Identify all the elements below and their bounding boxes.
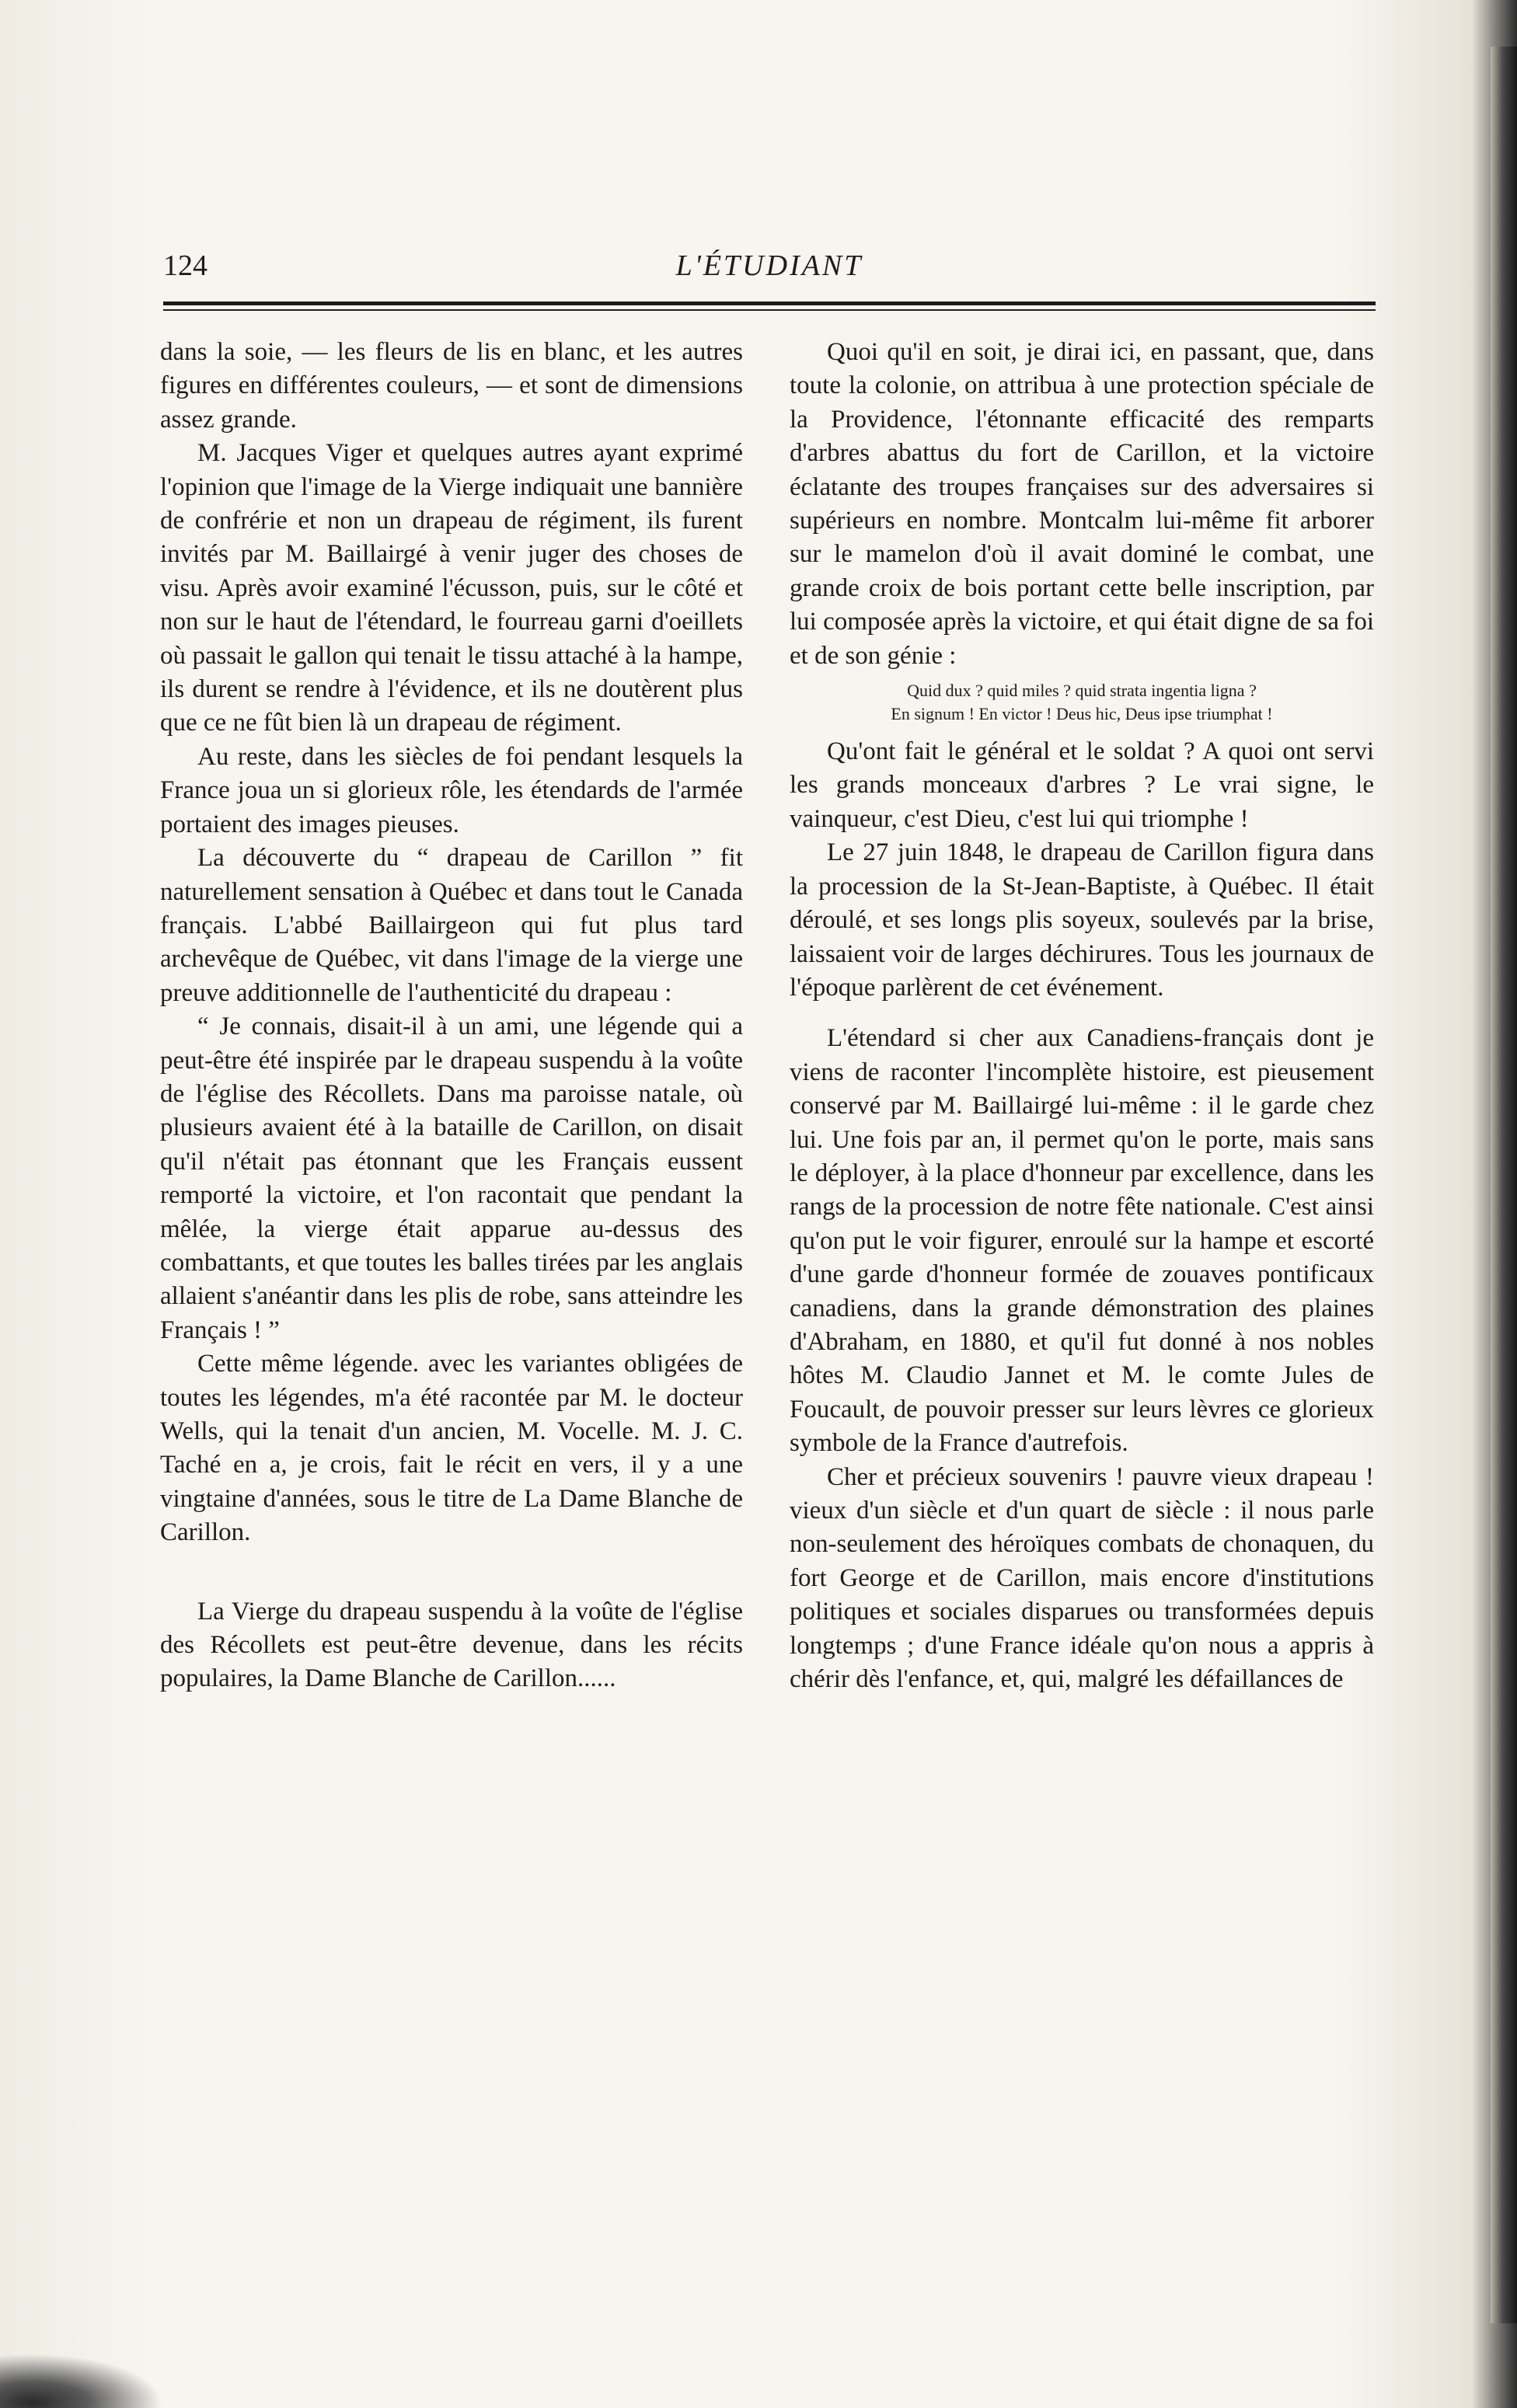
inscription-line: En signum ! En victor ! Deus hic, Deus ipse triumphat !	[891, 704, 1273, 724]
left-column	[160, 336, 743, 1696]
right-column	[790, 336, 1374, 1696]
page-number: 124	[163, 249, 207, 282]
latin-inscription	[790, 679, 1374, 726]
page-binding-shadow	[1491, 47, 1517, 2323]
section-gap	[160, 1550, 743, 1595]
header-rule-thin	[163, 309, 1376, 311]
header-rule-thick	[163, 301, 1376, 305]
paragraph: Le 27 juin 1848, le drapeau de Carillon figura dans la procession de la St-Jean-Baptiste, à Québec. Il était déroulé, et ses longs plis soyeux, soulevés par la brise, laissaient voir de larges déchirures. Tous les journaux de l'époque parlèrent de cet événement.	[790, 838, 1374, 1002]
section-gap	[790, 1005, 1374, 1022]
paragraph: Cette même légende. avec les variantes obligées de toutes les légendes, m'a été racontée par M. le docteur Wells, qui la tenait d'un ancien, M. Vocelle. M. J. C. Taché en a, je crois, fait le récit en vers, il y a une vingtaine d'années, sous le titre de La Dame Blanche de Carillon.	[160, 1350, 743, 1547]
inscription-line: Quid dux ? quid miles ? quid strata ingentia ligna ?	[907, 681, 1257, 701]
paragraph: Au reste, dans les siècles de foi pendant lesquels la France joua un si glorieux rôle, les étendards de l'armée portaient des images pieuses.	[160, 742, 743, 838]
paragraph: Cher et précieux souvenirs ! pauvre vieux drapeau ! vieux d'un siècle et d'un quart de siècle : il nous parle non-seulement des héroïques combats de chonaquen, du fort George et de Carillon, mais encore d'institutions politiques et sociales disparues ou transformées depuis longtemps ; d'une France idéale qu'on nous a appris à chérir dès l'enfance, et, qui, malgré les défaillances de	[790, 1462, 1374, 1694]
paragraph: dans la soie, — les fleurs de lis en blanc, et les autres figures en différentes couleurs, — et sont de dimensions assez grande.	[160, 338, 743, 434]
paragraph: Quoi qu'il en soit, je dirai ici, en passant, que, dans toute la colonie, on attribua à une protection spéciale de la Providence, l'étonnante efficacité des remparts d'arbres abattus du fort de Carillon, et la victoire éclatante des troupes françaises sur des adversaires si supérieurs en nombre. Montcalm lui-même fit arborer sur le mamelon d'où il avait dominé le combat, une grande croix de bois portant cette belle inscription, par lui composée après la victoire, et qui était digne de sa foi et de son génie :	[790, 338, 1374, 670]
paragraph: La Vierge du drapeau suspendu à la voûte de l'église des Récollets est peut-être devenue, dans les récits populaires, la Dame Blanche de Carillon......	[160, 1597, 743, 1693]
paragraph: “ Je connais, disait-il à un ami, une légende qui a peut-être été inspirée par le drapeau suspendu à la voûte de l'église des Récollets. Dans ma paroisse natale, où plusieurs avaient été à la bataille de Carillon, on disait qu'il n'était pas étonnant que les Français eussent remporté la victoire, et l'on racontait que pendant la mêlée, la vierge était apparue au-dessus des combattants, et que toutes les balles tirées par les anglais allaient s'anéantir dans les plis de robe, sans atteindre les Français ! ”	[160, 1012, 743, 1344]
scan-smudge	[0, 2354, 163, 2408]
paragraph: M. Jacques Viger et quelques autres ayant exprimé l'opinion que l'image de la Vierge indiquait une bannière de confrérie et non un drapeau de régiment, ils furent invités par M. Baillairgé à venir juger des choses de visu. Après avoir examiné l'écusson, puis, sur le côté et non sur le haut de l'étendard, le fourreau garni d'oeillets où passait le gallon qui tenait le tissu attaché à la hampe, ils durent se rendre à l'évidence, et ils ne doutèrent plus que ce ne fût bien là un drapeau de régiment.	[160, 439, 743, 737]
page-header	[163, 249, 1368, 295]
running-title: L'ÉTUDIANT	[675, 249, 863, 282]
paragraph: Qu'ont fait le général et le soldat ? A quoi ont servi les grands monceaux d'arbres ? Le vrai signe, le vainqueur, c'est Dieu, c'est lui qui triomphe !	[790, 737, 1374, 833]
paragraph: L'étendard si cher aux Canadiens-français dont je viens de raconter l'incomplète histoire, est pieusement conservé par M. Baillairgé lui-même : il le garde chez lui. Une fois par an, il permet qu'on le porte, mais sans le déployer, à la place d'honneur par excellence, dans les rangs de la procession de notre fête nationale. C'est ainsi qu'on put le voir figurer, enroulé sur la hampe et escorté d'une garde d'honneur formée de zouaves pontificaux canadiens, dans la grande démonstration des plaines d'Abraham, en 1880, et qu'il fut donné à nos nobles hôtes M. Claudio Jannet et M. le comte Jules de Foucault, de pouvoir presser sur leurs lèvres ce glorieux symbole de la France d'autrefois.	[790, 1024, 1374, 1458]
paragraph: La découverte du “ drapeau de Carillon ” fit naturellement sensation à Québec et dans tout le Canada français. L'abbé Baillairgeon qui fut plus tard archevêque de Québec, vit dans l'image de la vierge une preuve additionnelle de l'authenticité du drapeau :	[160, 844, 743, 1007]
